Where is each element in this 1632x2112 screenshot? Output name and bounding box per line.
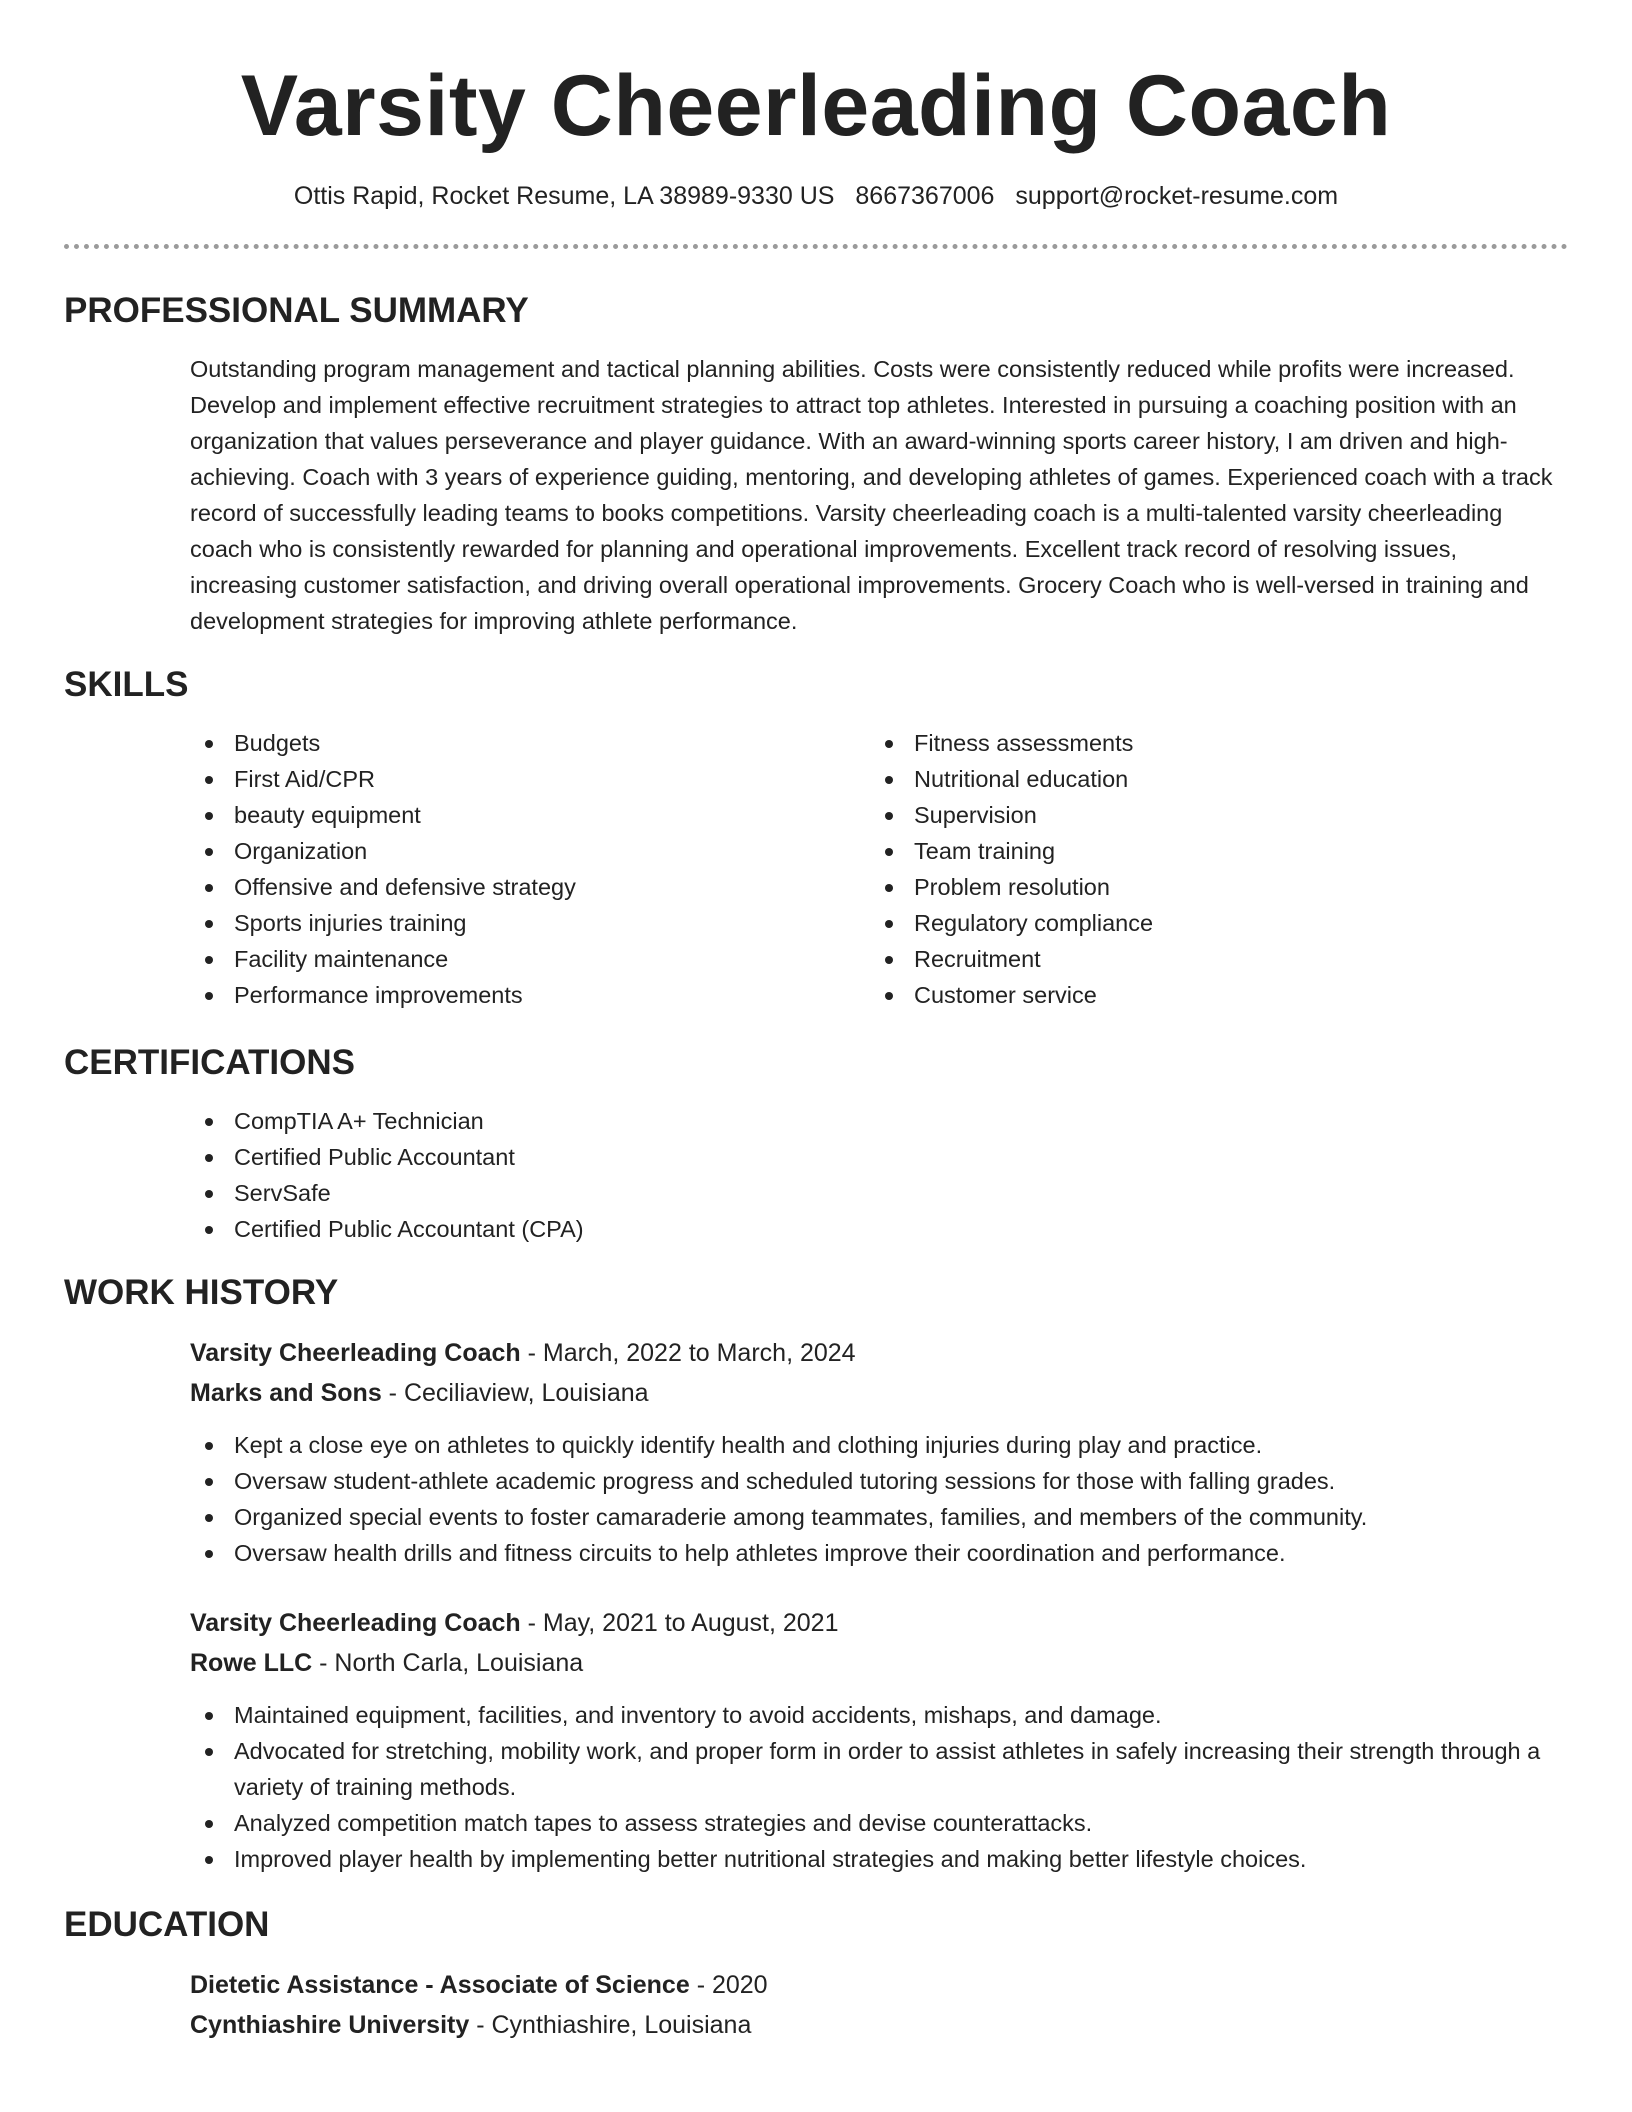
certification-item: ServSafe: [190, 1175, 1568, 1211]
job-location: - Ceciliaview, Louisiana: [381, 1379, 649, 1407]
skill-item: Nutritional education: [870, 761, 1550, 797]
certification-item: Certified Public Accountant: [190, 1139, 1568, 1175]
education-school-line: [190, 2005, 1568, 2045]
job-company: Marks and Sons: [190, 1379, 382, 1407]
job-bullets: [190, 1697, 1568, 1877]
skills-column-left: [190, 725, 870, 1013]
job-company: Rowe LLC: [190, 1649, 313, 1677]
contact-email: support@rocket-resume.com: [1015, 182, 1339, 210]
summary-text: Outstanding program management and tactical planning abilities. Costs were consistently reduced while profits were increased. Develop and implement effective recruitment strategies to attract top athletes. Interested in pursuing a coaching position with an organization that values perseverance and player guidance. With an award-winning sports career history, I am driven and high-achieving. Coach with 3 years of experience guiding, mentoring, and developing athletes of games. Experienced coach with a track record of successfully leading teams to books competitions. Varsity cheerleading coach is a multi-talented varsity cheerleading coach who is consistently rewarded for planning and operational improvements. Excellent track record of resolving issues, increasing customer satisfaction, and driving overall operational improvements. Grocery Coach who is well-versed in training and development strategies for improving athlete performance.: [190, 356, 1553, 634]
job-entry: [190, 1333, 1568, 1571]
certification-item: CompTIA A+ Technician: [190, 1103, 1568, 1139]
job-role-line: [190, 1603, 1568, 1643]
skill-item: Organization: [190, 833, 870, 869]
skills-list: [190, 725, 1568, 1013]
skill-item: Sports injuries training: [190, 905, 870, 941]
job-bullet: Oversaw health drills and fitness circuits to help athletes improve their coordination and performance.: [190, 1535, 1568, 1571]
education-location: - Cynthiashire, Louisiana: [469, 2011, 752, 2039]
section-title-certifications: CERTIFICATIONS: [64, 1043, 356, 1082]
job-company-line: [190, 1643, 1568, 1683]
job-bullet: Organized special events to foster camaraderie among teammates, families, and members of the community.: [190, 1499, 1568, 1535]
skill-item: Budgets: [190, 725, 870, 761]
job-role: Varsity Cheerleading Coach: [190, 1609, 521, 1637]
certification-item: Certified Public Accountant (CPA): [190, 1211, 1568, 1247]
job-bullet: Analyzed competition match tapes to assess strategies and devise counterattacks.: [190, 1805, 1568, 1841]
job-bullet: Maintained equipment, facilities, and inventory to avoid accidents, mishaps, and damage.: [190, 1697, 1568, 1733]
skill-item: Offensive and defensive strategy: [190, 869, 870, 905]
education-degree-line: [190, 1965, 1568, 2005]
education-degree: Dietetic Assistance - Associate of Science: [190, 1971, 690, 1999]
resume-page: [64, 0, 1568, 2045]
education-school: Cynthiashire University: [190, 2011, 470, 2039]
skill-item: Supervision: [870, 797, 1550, 833]
job-company-line: [190, 1373, 1568, 1413]
resume-title: Varsity Cheerleading Coach: [240, 58, 1392, 154]
job-bullet: Improved player health by implementing better nutritional strategies and making better lifestyle choices.: [190, 1841, 1568, 1877]
contact-phone: 8667367006: [855, 182, 995, 210]
skill-item: Team training: [870, 833, 1550, 869]
contact-line: [64, 178, 1568, 214]
skill-item: Regulatory compliance: [870, 905, 1550, 941]
education-year: - 2020: [689, 1971, 768, 1999]
header-divider: [64, 244, 1568, 249]
education-entry: [190, 1965, 1568, 2045]
contact-address: Ottis Rapid, Rocket Resume, LA 38989-9330 US: [293, 182, 835, 210]
section-title-education: EDUCATION: [64, 1905, 270, 1944]
skill-item: Performance improvements: [190, 977, 870, 1013]
job-bullet: Oversaw student-athlete academic progress and scheduled tutoring sessions for those with falling grades.: [190, 1463, 1568, 1499]
skill-item: Problem resolution: [870, 869, 1550, 905]
skill-item: Facility maintenance: [190, 941, 870, 977]
job-role: Varsity Cheerleading Coach: [190, 1339, 521, 1367]
job-bullet: Kept a close eye on athletes to quickly identify health and clothing injuries during play and practice.: [190, 1427, 1568, 1463]
section-title-skills: SKILLS: [64, 665, 189, 704]
job-dates: - March, 2022 to March, 2024: [520, 1339, 856, 1367]
job-entry: [190, 1603, 1568, 1877]
job-role-line: [190, 1333, 1568, 1373]
job-bullet: Advocated for stretching, mobility work, and proper form in order to assist athletes in safely increasing their strength through a variety of training methods.: [190, 1733, 1568, 1805]
skill-item: Fitness assessments: [870, 725, 1550, 761]
skills-column-right: [870, 725, 1550, 1013]
section-title-work-history: WORK HISTORY: [64, 1273, 339, 1312]
job-dates: - May, 2021 to August, 2021: [520, 1609, 839, 1637]
certifications-list: [190, 1103, 1568, 1247]
skill-item: First Aid/CPR: [190, 761, 870, 797]
section-title-summary: PROFESSIONAL SUMMARY: [64, 291, 529, 330]
skill-item: beauty equipment: [190, 797, 870, 833]
skill-item: Recruitment: [870, 941, 1550, 977]
job-location: - North Carla, Louisiana: [312, 1649, 584, 1677]
skill-item: Customer service: [870, 977, 1550, 1013]
job-bullets: [190, 1427, 1568, 1571]
